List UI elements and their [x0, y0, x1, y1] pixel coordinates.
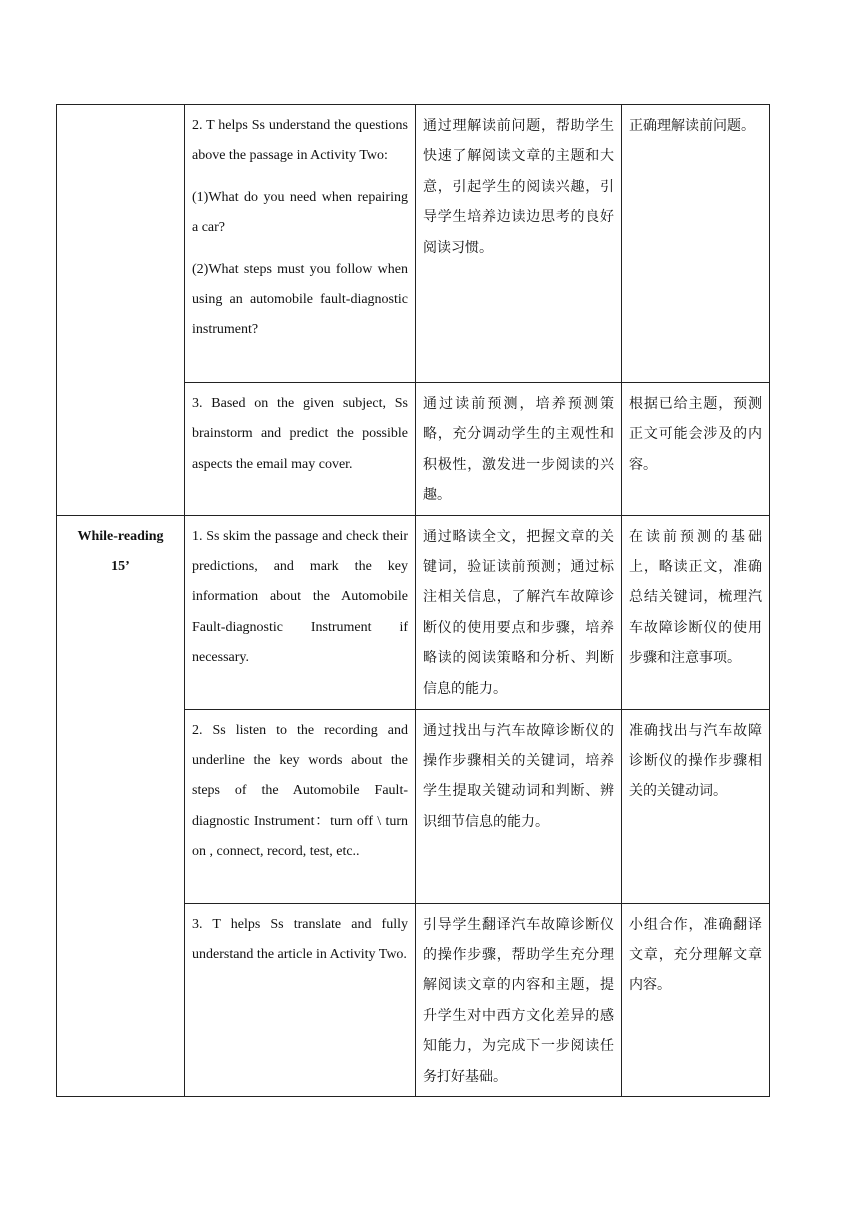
activity-text: 2. T helps Ss understand the questions above the passage in Activity Two: — [192, 118, 408, 164]
evaluation-cell: 小组合作，准确翻译文章，充分理解文章内容。 — [622, 903, 770, 1096]
stage-cell-empty — [57, 105, 185, 516]
activity-cell — [185, 383, 416, 516]
purpose-cell: 通过找出与汽车故障诊断仪的操作步骤相关的关键词，培养学生提取关键动词和判断、辨识细节信息的能力。 — [416, 709, 622, 903]
table-row — [57, 515, 770, 709]
evaluation-cell: 准确找出与汽车故障诊断仪的操作步骤相关的关键动词。 — [622, 709, 770, 903]
activity-text: 1. Ss skim the passage and check their predictions, and mark the key information about the Automobile Fault-diagnostic Instrument if necessary. — [192, 528, 408, 666]
activity-cell — [185, 709, 416, 903]
purpose-cell: 引导学生翻译汽车故障诊断仪的操作步骤，帮助学生充分理解阅读文章的内容和主题，提升学生对中西方文化差异的感知能力，为完成下一步阅读任务打好基础。 — [416, 903, 622, 1096]
activity-cell — [185, 515, 416, 709]
evaluation-cell: 在读前预测的基础上，略读正文，准确总结关键词，梳理汽车故障诊断仪的使用步骤和注意事项。 — [622, 515, 770, 709]
purpose-cell: 通过理解读前问题，帮助学生快速了解阅读文章的主题和大意，引起学生的阅读兴趣，引导学生培养边读边思考的良好阅读习惯。 — [416, 105, 622, 383]
stage-time: 15’ — [111, 558, 130, 574]
table-row — [57, 105, 770, 383]
activity-text: 3. Based on the given subject, Ss brainstorm and predict the possible aspects the email may cover. — [192, 396, 408, 472]
stage-cell — [57, 515, 185, 1096]
lesson-plan-table — [56, 104, 770, 1097]
activity-text: (2)What steps must you follow when using an automobile fault-diagnostic instrument? — [192, 261, 408, 338]
activity-text: (1)What do you need when repairing a car? — [192, 189, 408, 236]
activity-text: 3. T helps Ss translate and fully understand the article in Activity Two. — [192, 916, 408, 963]
evaluation-cell: 根据已给主题，预测正文可能会涉及的内容。 — [622, 383, 770, 516]
purpose-cell: 通过读前预测，培养预测策略，充分调动学生的主观性和积极性，激发进一步阅读的兴趣。 — [416, 383, 622, 516]
stage-name: While-reading — [77, 528, 164, 544]
purpose-cell: 通过略读全文，把握文章的关键词，验证读前预测；通过标注相关信息，了解汽车故障诊断仪的使用要点和步骤，培养略读的阅读策略和分析、判断信息的能力。 — [416, 515, 622, 709]
activity-cell — [185, 903, 416, 1096]
activity-text: 2. Ss listen to the recording and underline the key words about the steps of the Automobile Fault-diagnostic Instrument：turn off \ turn on , connect, record, test, etc.. — [192, 722, 408, 860]
evaluation-cell: 正确理解读前问题。 — [622, 105, 770, 383]
activity-cell — [185, 105, 416, 383]
